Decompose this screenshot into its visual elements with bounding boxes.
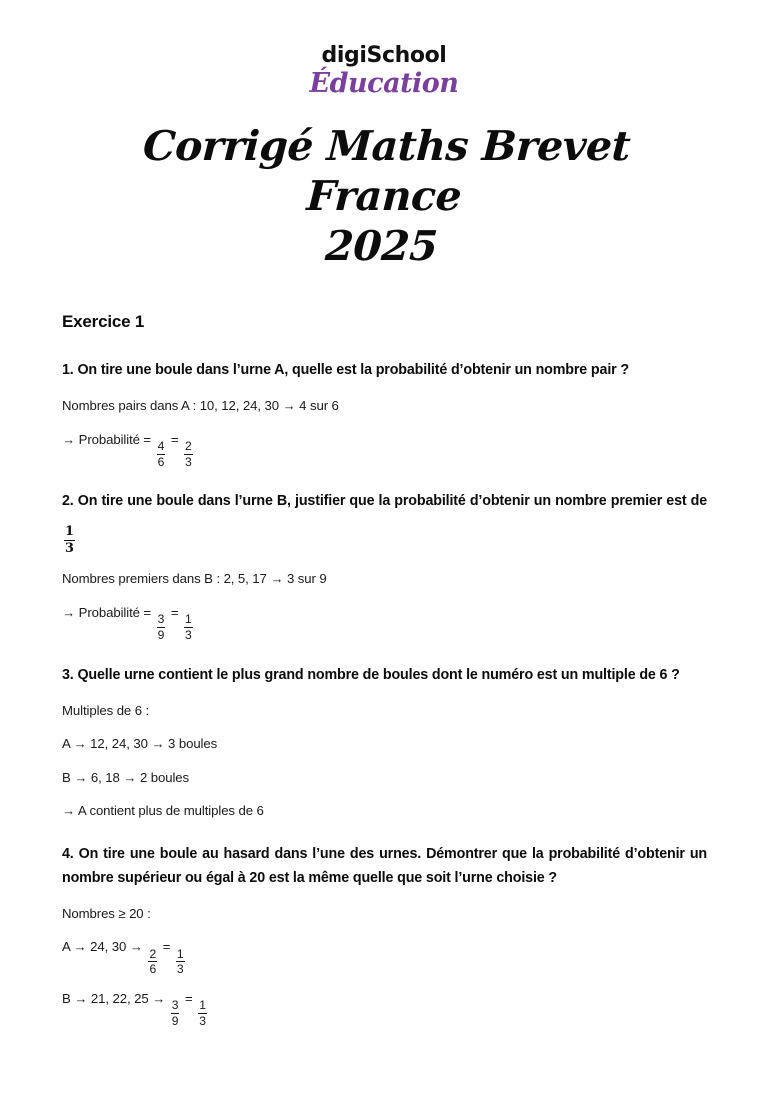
document-title	[60, 121, 708, 271]
document-title-line-1: Corrigé Maths Brevet France	[141, 122, 632, 221]
question-2-text-part: 2. On tire une boule dans l’urne B, justifier que la probabilité d’obtenir un nombre premier est de	[62, 493, 707, 510]
question-2-fraction-2: $\frac{1}{3}$	[184, 612, 192, 642]
question-1-fraction-1: $\frac{4}{6}$	[157, 438, 165, 469]
question-1-result-prefix: → Probabilité =	[62, 431, 155, 447]
question-4-b-equals: =	[181, 991, 197, 1007]
question-1-equals: =	[167, 431, 182, 447]
question-2-equals: =	[167, 604, 182, 620]
spacer	[62, 481, 707, 490]
question-4-a-fraction-1: $\frac{2}{6}$	[149, 946, 157, 977]
spacer	[62, 655, 707, 664]
question-1-text: 1. On tire une boule dans l’urne A, quelle est la probabilité d’obtenir un nombre pair ?	[62, 362, 629, 378]
question-2-answer-line: Nombres premiers dans B : 2, 5, 17 → 3 sur 9	[62, 571, 327, 587]
question-4-line-a-prefix: A → 24, 30 →	[62, 939, 147, 955]
question-3-conclusion: → A contient plus de multiples de 6	[62, 803, 264, 819]
question-2-result	[62, 603, 707, 642]
question-2-result-prefix: → Probabilité =	[62, 604, 155, 620]
document-header	[0, 0, 768, 99]
question-4-line-b	[62, 989, 707, 1028]
question-1-fraction-2: $\frac{2}{3}$	[184, 438, 192, 469]
exercise-heading: Exercice 1	[62, 312, 145, 331]
question-4-answer-label: Nombres ≥ 20 :	[62, 905, 151, 921]
spacer	[62, 834, 707, 843]
question-1-answer-line: Nombres pairs dans A : 10, 12, 24, 30 → 4 sur 6	[62, 398, 339, 414]
logo-brand-text: digiSchool	[321, 43, 447, 68]
question-4-b-fraction-2: $\frac{1}{3}$	[199, 998, 206, 1029]
question-2-fraction-1: $\frac{3}{9}$	[157, 612, 165, 642]
question-3-text: 3. Quelle urne contient le plus grand nombre de boules dont le numéro est un multiple de 6 ?	[62, 666, 680, 683]
question-2-text	[62, 490, 707, 555]
question-3-line-a: A → 12, 24, 30 → 3 boules	[62, 736, 218, 752]
logo-subtitle-text: Éducation	[309, 68, 459, 100]
question-4-a-equals: =	[159, 939, 174, 955]
question-3-line-b: B → 6, 18 → 2 boules	[62, 769, 190, 785]
document-body	[62, 312, 707, 1041]
question-3-answer-label: Multiples de 6 :	[62, 702, 150, 718]
question-4-b-fraction-1: $\frac{3}{9}$	[171, 998, 179, 1029]
question-4-a-fraction-2: $\frac{1}{3}$	[176, 946, 184, 977]
question-2-fraction: $\frac{1}{3}$	[65, 524, 74, 556]
question-4-line-b-prefix: B → 21, 22, 25 →	[62, 991, 169, 1007]
document-title-line-2: 2025	[324, 222, 439, 271]
question-4-line-a	[62, 937, 707, 976]
question-4-text: 4. On tire une boule au hasard dans l’une des urnes. Démontrer que la probabilité d’obtenir un nombre supérieur ou égal à 20 est la même quelle que soit l’urne choisie ?	[62, 846, 707, 886]
question-1-result	[62, 430, 707, 469]
